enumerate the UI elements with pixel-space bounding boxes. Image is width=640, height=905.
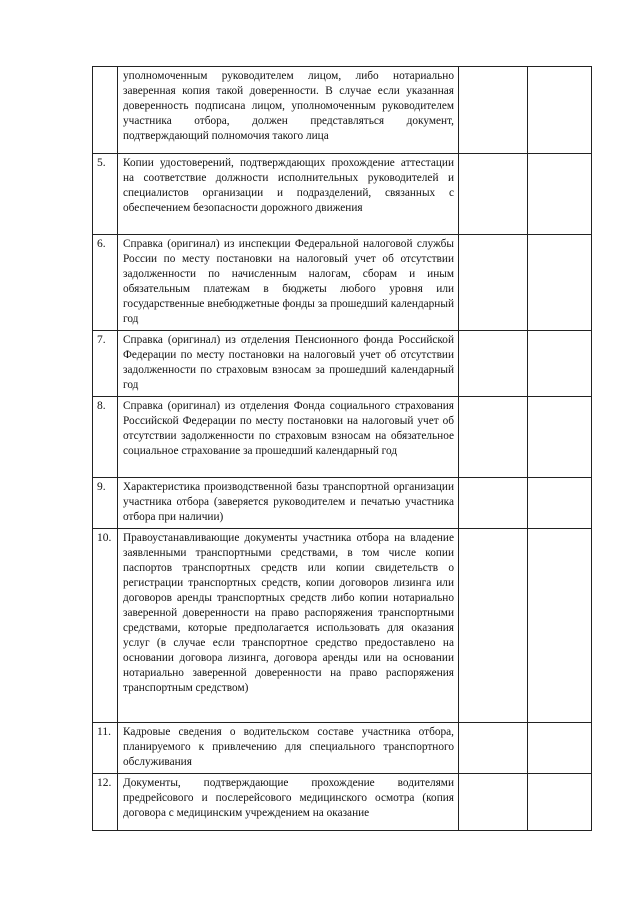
row-description: Копии удостоверений, подтверждающих прохождение аттестации на соответствие должности исполнительных руководителей и специалистов организации и подразделений, связанных с обеспечением безопасности дорожного движения	[118, 154, 459, 235]
row-description: Справка (оригинал) из отделения Фонда социального страхования Российской Федерации по месту постановки на налоговый учет об отсутствии задолженности по страховым взносам на обязательное социальное страхование за прошедший календарный год	[118, 397, 459, 478]
row-description: Справка (оригинал) из отделения Пенсионного фонда Российской Федерации по месту постановки на налоговый учет об отсутствии задолженности по страховым взносам за прошедший календарный год	[118, 331, 459, 397]
row-description: Характеристика производственной базы транспортной организации участника отбора (заверяется руководителем и печатью участника отбора при наличии)	[118, 478, 459, 529]
empty-cell	[528, 331, 592, 397]
row-description: Документы, подтверждающие прохождение водителями предрейсового и послерейсового медицинского осмотра (копия договора с медицинским учреждением на оказание	[118, 774, 459, 831]
row-description: Справка (оригинал) из инспекции Федеральной налоговой службы России по месту постановки на налоговый учет об отсутствии задолженности по начисленным налогам, сборам и иным обязательным платежам в бюджеты любого уровня или государственные внебюджетные фонды за прошедший календарный год	[118, 235, 459, 331]
empty-cell	[528, 235, 592, 331]
row-number: 5.	[93, 154, 118, 235]
table-row	[93, 154, 592, 235]
empty-cell	[459, 478, 528, 529]
empty-cell	[528, 478, 592, 529]
empty-cell	[528, 154, 592, 235]
row-number: 9.	[93, 478, 118, 529]
empty-cell	[459, 154, 528, 235]
table-row	[93, 723, 592, 774]
empty-cell	[459, 723, 528, 774]
table-row	[93, 774, 592, 831]
empty-cell	[528, 723, 592, 774]
empty-cell	[528, 67, 592, 154]
row-number: 7.	[93, 331, 118, 397]
table-row	[93, 529, 592, 723]
empty-cell	[459, 331, 528, 397]
empty-cell	[459, 397, 528, 478]
row-number: 12.	[93, 774, 118, 831]
row-number	[93, 67, 118, 154]
empty-cell	[528, 397, 592, 478]
empty-cell	[528, 774, 592, 831]
document-table	[92, 66, 592, 831]
table-row	[93, 397, 592, 478]
row-number: 10.	[93, 529, 118, 723]
empty-cell	[459, 774, 528, 831]
empty-cell	[528, 529, 592, 723]
row-number: 11.	[93, 723, 118, 774]
table-row	[93, 331, 592, 397]
empty-cell	[459, 67, 528, 154]
row-description: Правоустанавливающие документы участника отбора на владение заявленными транспортными средствами, в том числе копии паспортов транспортных средств или копии свидетельств о регистрации транспортных средств, копии договоров лизинга или договоров аренды транспортных средств либо копии нотариально заверенной доверенности на право распоряжения транспортными средствами, которые предполагается использовать для оказания услуг (в случае если транспортное средство предоставлено на основании договора лизинга, договора аренды или на основании нотариально заверенной доверенности на право распоряжения транспортным средством)	[118, 529, 459, 723]
table-row	[93, 67, 592, 154]
table-row	[93, 235, 592, 331]
row-description: Кадровые сведения о водительском составе участника отбора, планируемого к привлечению для специального транспортного обслуживания	[118, 723, 459, 774]
empty-cell	[459, 235, 528, 331]
row-number: 6.	[93, 235, 118, 331]
empty-cell	[459, 529, 528, 723]
row-description: уполномоченным руководителем лицом, либо нотариально заверенная копия такой доверенности. В случае если указанная доверенность подписана лицом, уполномоченным руководителем участника отбора, должен представляться документ, подтверждающий полномочия такого лица	[118, 67, 459, 154]
table-row	[93, 478, 592, 529]
row-number: 8.	[93, 397, 118, 478]
